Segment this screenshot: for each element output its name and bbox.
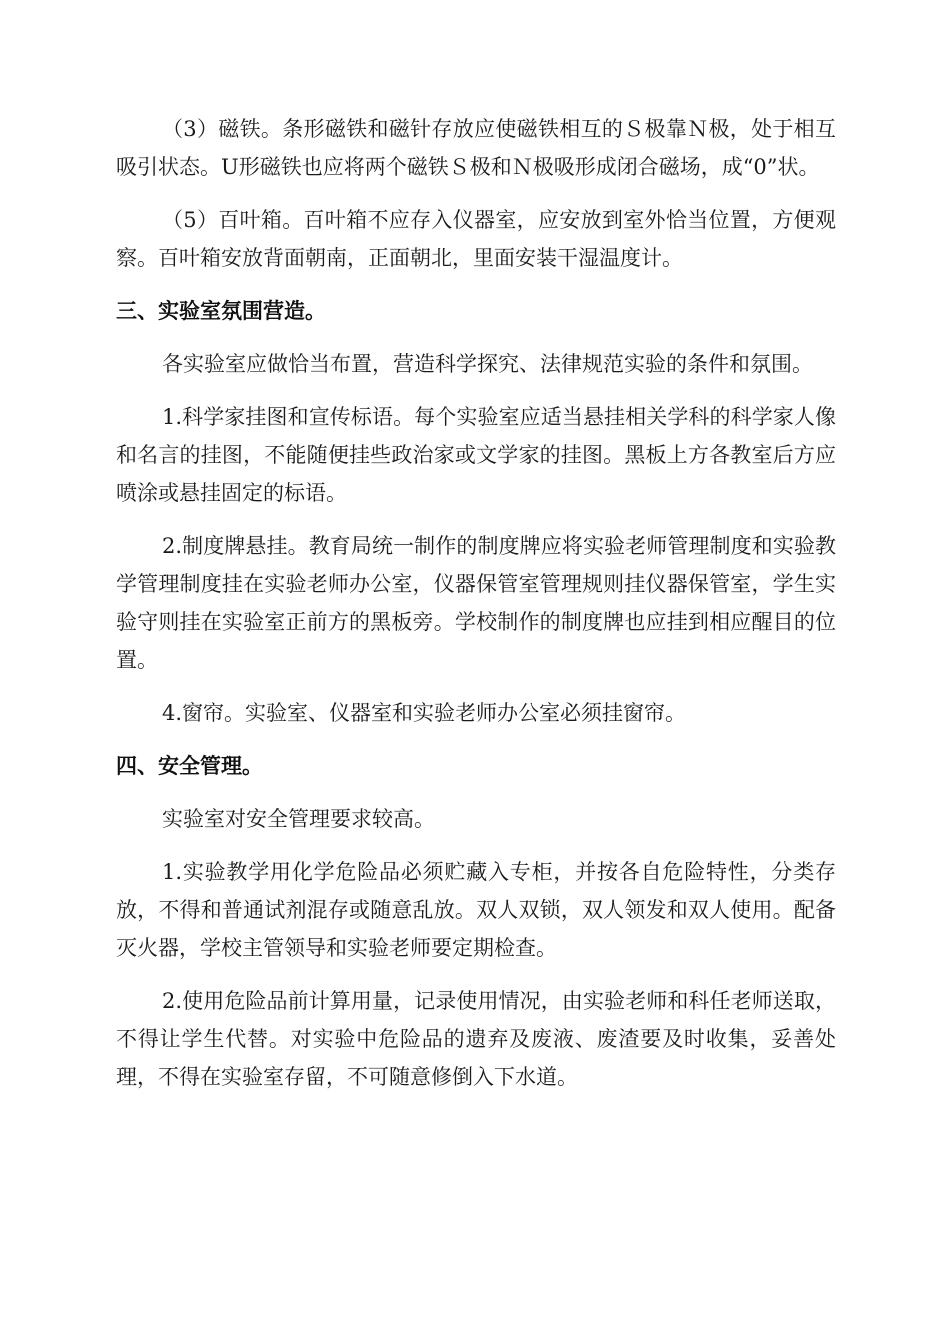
paragraph-hazardous-usage: 2.使用危险品前计算用量，记录使用情况，由实验老师和科任老师送取，不得让学生代替。对实验中危险品的遗弃及废液、废渣要及时收集，妥善处理，不得在实验室存留，不可随意修倒入下水道。 (116, 989, 836, 1089)
paragraph-louver-box: （5）百叶箱。百叶箱不应存入仪器室，应安放到室外恰当位置，方便观察。百叶箱安放背面朝南，正面朝北，里面安装干湿温度计。 (116, 208, 836, 270)
paragraph-curtains: 4.窗帘。实验室、仪器室和实验老师办公室必须挂窗帘。 (162, 701, 687, 725)
paragraph-magnets: （3）磁铁。条形磁铁和磁针存放应使磁铁相互的Ｓ极靠Ｎ极，处于相互吸引状态。U形磁铁也应将两个磁铁Ｓ极和Ｎ极吸形成闭合磁场，成“0”状。 (116, 117, 836, 179)
paragraph-rule-boards: 2.制度牌悬挂。教育局统一制作的制度牌应将实验老师管理制度和实验教学管理制度挂在实验老师办公室，仪器保管室管理规则挂仪器保管室，学生实验守则挂在实验室正前方的黑板旁。学校制作的制度牌也应挂到相应醒目的位置。 (116, 534, 836, 672)
paragraph-hazardous-storage: 1.实验教学用化学危险品必须贮藏入专柜，并按各自危险特性，分类存放，不得和普通试剂混存或随意乱放。双人双锁，双人领发和双人使用。配备灭火器，学校主管领导和实验老师要定期检查。 (116, 860, 836, 960)
heading-lab-atmosphere: 三、实验室氛围营造。 (116, 299, 326, 323)
document-body (116, 110, 836, 1111)
heading-safety-management: 四、安全管理。 (116, 754, 263, 778)
paragraph-scientist-posters: 1.科学家挂图和宣传标语。每个实验室应适当悬挂相关学科的科学家人像和名言的挂图，不能随便挂些政治家或文学家的挂图。黑板上方各教室后方应喷涂或悬挂固定的标语。 (116, 405, 836, 505)
paragraph-atmosphere-intro: 各实验室应做恰当布置，营造科学探究、法律规范实验的条件和氛围。 (162, 352, 813, 376)
paragraph-safety-intro: 实验室对安全管理要求较高。 (162, 807, 435, 831)
